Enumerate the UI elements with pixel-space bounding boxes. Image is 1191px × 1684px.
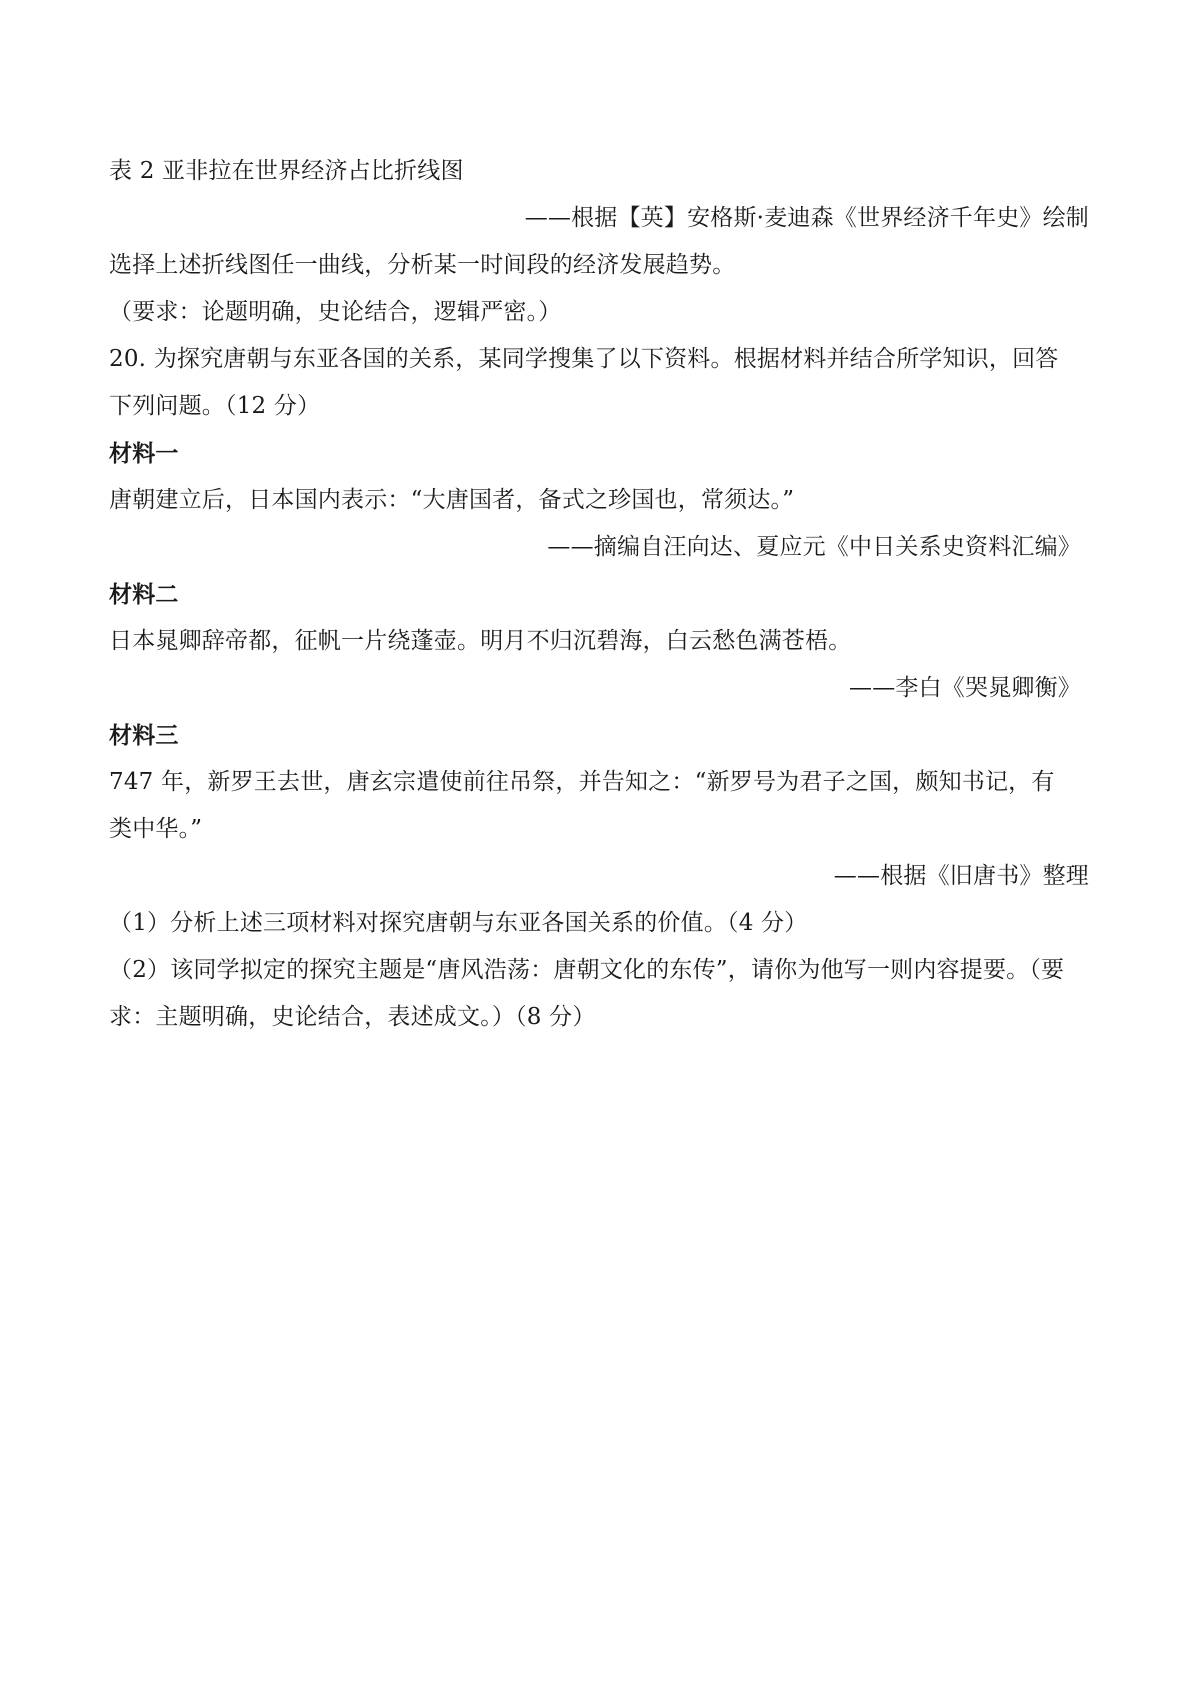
- material1-text: 唐朝建立后，日本国内表示：“大唐国者，备式之珍国也，常须达。”: [109, 487, 795, 513]
- exam-page: [109, 148, 1089, 1041]
- sub-question-2-line1: （2）该同学拟定的探究主题是“唐风浩荡：唐朝文化的东传”，请你为他写一则内容提要。（要: [109, 957, 1065, 983]
- material2-text: 日本晁卿辞帝都，征帆一片绕蓬壶。明月不归沉碧海，白云愁色满苍梧。: [109, 628, 852, 654]
- material3-source: ——根据《旧唐书》整理: [833, 863, 1089, 889]
- material1-heading: 材料一: [109, 440, 179, 467]
- sub-question-2-line2: 求：主题明确，史论结合，表述成文。）（8 分）: [109, 1004, 596, 1030]
- table-caption: 表 2 亚非拉在世界经济占比折线图: [109, 158, 464, 184]
- material3-text-line1: 747 年，新罗王去世，唐玄宗遣使前往吊祭，并告知之：“新罗号为君子之国，颇知书记，有: [109, 769, 1055, 795]
- material3-text-line2: 类中华。”: [109, 816, 203, 842]
- material2-source: ——李白《哭晁卿衡》: [849, 675, 1081, 701]
- material2-heading: 材料二: [109, 581, 179, 608]
- q20-stem-line2: 下列问题。（12 分）: [109, 393, 321, 419]
- sub-question-1: （1）分析上述三项材料对探究唐朝与东亚各国关系的价值。（4 分）: [109, 910, 808, 936]
- chart-source: ——根据【英】安格斯·麦迪森《世界经济千年史》绘制: [524, 205, 1089, 231]
- question-instruction: 选择上述折线图任一曲线，分析某一时间段的经济发展趋势。: [109, 252, 736, 278]
- material3-heading: 材料三: [109, 722, 179, 749]
- q20-stem-line1: 20. 为探究唐朝与东亚各国的关系，某同学搜集了以下资料。根据材料并结合所学知识，回答: [109, 346, 1059, 372]
- material1-source: ——摘编自汪向达、夏应元《中日关系史资料汇编》: [547, 534, 1081, 560]
- question-requirement: （要求：论题明确，史论结合，逻辑严密。）: [109, 299, 562, 325]
